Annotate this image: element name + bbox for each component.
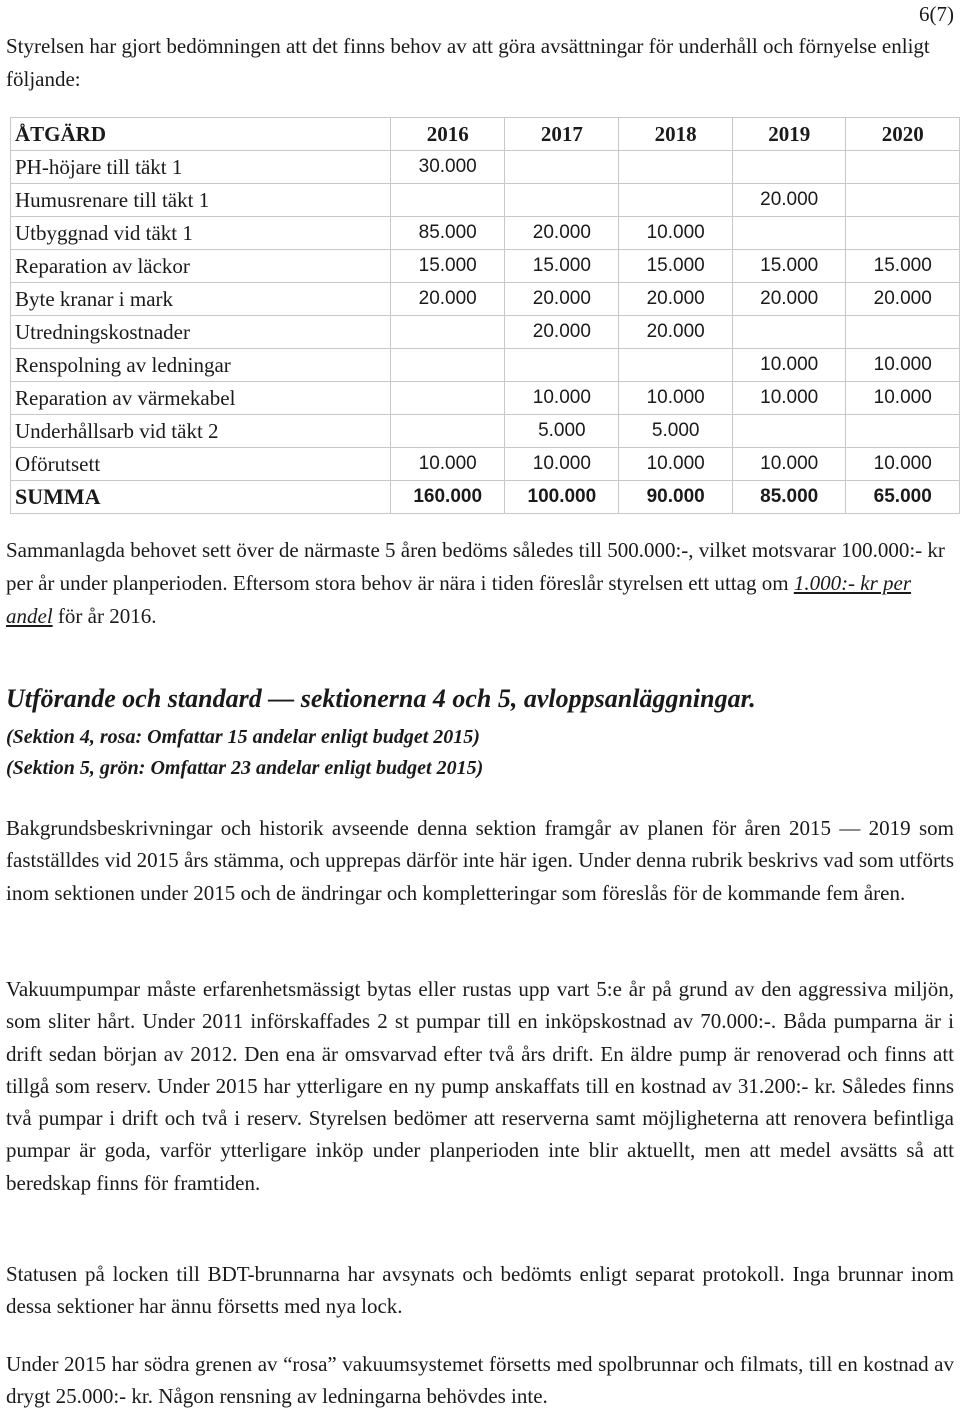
amount-cell [391, 184, 505, 217]
action-cell: Humusrenare till täkt 1 [11, 184, 391, 217]
section-4-note: (Sektion 4, rosa: Omfattar 15 andelar enligt budget 2015) [6, 726, 480, 748]
amount-cell: 20.000 [391, 283, 505, 316]
sum-label: SUMMA [11, 481, 391, 514]
maintenance-plan-table [10, 117, 960, 514]
table-row [11, 151, 960, 184]
amount-cell: 20.000 [619, 283, 733, 316]
amount-cell: 15.000 [391, 250, 505, 283]
action-cell: PH-höjare till täkt 1 [11, 151, 391, 184]
amount-cell [732, 316, 846, 349]
section-5-note: (Sektion 5, grön: Omfattar 23 andelar enligt budget 2015) [6, 757, 484, 779]
amount-cell [505, 184, 619, 217]
amount-cell: 20.000 [846, 283, 960, 316]
header-year: 2017 [505, 118, 619, 151]
amount-cell: 10.000 [619, 448, 733, 481]
amount-cell [391, 349, 505, 382]
summary-end: för år 2016. [52, 604, 157, 628]
amount-cell [846, 151, 960, 184]
amount-cell [391, 316, 505, 349]
action-cell: Underhållsarb vid täkt 2 [11, 415, 391, 448]
amount-cell: 20.000 [505, 217, 619, 250]
amount-cell [505, 151, 619, 184]
action-cell: Utbyggnad vid täkt 1 [11, 217, 391, 250]
amount-cell: 65.000 [846, 481, 960, 514]
amount-cell: 10.000 [732, 349, 846, 382]
amount-cell: 160.000 [391, 481, 505, 514]
amount-cell: 90.000 [619, 481, 733, 514]
table-row [11, 349, 960, 382]
amount-cell [505, 349, 619, 382]
amount-cell: 20.000 [505, 283, 619, 316]
amount-cell: 15.000 [619, 250, 733, 283]
header-year: 2020 [846, 118, 960, 151]
amount-cell: 10.000 [619, 217, 733, 250]
table-row [11, 415, 960, 448]
header-action: ÅTGÄRD [11, 118, 391, 151]
amount-cell: 10.000 [391, 448, 505, 481]
table-row [11, 316, 960, 349]
amount-cell: 20.000 [505, 316, 619, 349]
table-row [11, 448, 960, 481]
amount-cell: 30.000 [391, 151, 505, 184]
summary-text [6, 534, 951, 633]
amount-cell: 10.000 [505, 382, 619, 415]
paragraph-background: Bakgrundsbeskrivningar och historik avseende denna sektion framgår av planen för åren 2015 — 2019 som fastställdes vid 2015 års stämma, och upprepas därför inte här igen. Under denna rubrik beskrivs vad som utförts inom sektionen under 2015 och de ändringar och kompletteringar som föreslås för de kommande fem åren. [6, 816, 954, 905]
paragraph-vacuum-pumps: Vakuumpumpar måste erfarenhetsmässigt bytas eller rustas upp vart 5:e år på grund av den aggressiva miljön, som sliter hårt. Under 2011 införskaffades 2 st pumpar till en inköpskostnad av 70.000:-. Båda pumparna är i drift sedan början av 2012. Den ena är omsvarvad efter två års drift. En äldre pump är renoverad och finns att tillgå som reserv. Under 2015 har ytterligare en ny pump anskaffats till en kostnad av 31.200:- kr. Således finns två pumpar i drift och två i reserv. Styrelsen bedömer att reserverna samt möjligheterna att renovera befintliga pumpar är goda, varför ytterligare inköp under planperioden inte blir aktuellt, men att medel avsätts så att beredskap finns för framtiden. [6, 977, 954, 1195]
amount-cell [846, 415, 960, 448]
amount-cell: 10.000 [732, 382, 846, 415]
amount-cell: 20.000 [732, 283, 846, 316]
amount-cell [732, 217, 846, 250]
amount-cell: 15.000 [505, 250, 619, 283]
amount-cell [846, 217, 960, 250]
amount-cell [619, 349, 733, 382]
table-header-row [11, 118, 960, 151]
amount-cell: 5.000 [619, 415, 733, 448]
action-cell: Reparation av värmekabel [11, 382, 391, 415]
paragraph-flushing-wells: Under 2015 har södra grenen av “rosa” vakuumsystemet försetts med spolbrunnar och filmats, till en kostnad av drygt 25.000:- kr. Någon rensning av ledningarna behövdes inte. [6, 1352, 954, 1409]
amount-cell: 20.000 [732, 184, 846, 217]
amount-cell [391, 415, 505, 448]
table-row [11, 283, 960, 316]
action-cell: Byte kranar i mark [11, 283, 391, 316]
amount-cell [732, 415, 846, 448]
amount-cell [619, 151, 733, 184]
amount-cell: 5.000 [505, 415, 619, 448]
table-row [11, 217, 960, 250]
amount-cell: 15.000 [732, 250, 846, 283]
amount-cell: 10.000 [846, 382, 960, 415]
amount-cell: 10.000 [619, 382, 733, 415]
summary-main: Sammanlagda behovet sett över de närmaste 5 åren bedöms således till 500.000:-, vilket motsvarar 100.000:- kr per år under planperioden. Eftersom stora behov är nära i tiden föreslår styrelsen ett uttag om [6, 538, 945, 595]
amount-cell [846, 184, 960, 217]
amount-cell: 85.000 [391, 217, 505, 250]
amount-cell: 10.000 [846, 349, 960, 382]
amount-cell [619, 184, 733, 217]
action-cell: Utredningskostnader [11, 316, 391, 349]
amount-cell: 100.000 [505, 481, 619, 514]
header-year: 2016 [391, 118, 505, 151]
table-row [11, 250, 960, 283]
action-cell: Oförutsett [11, 448, 391, 481]
amount-cell [846, 316, 960, 349]
table-row [11, 382, 960, 415]
per-share-amount: 1.000:- kr per andel [6, 571, 912, 628]
intro-text: Styrelsen har gjort bedömningen att det finns behov av att göra avsättningar för underhåll och förnyelse enligt följande: [6, 34, 930, 91]
page-number: 6(7) [919, 2, 954, 26]
amount-cell [391, 382, 505, 415]
header-year: 2018 [619, 118, 733, 151]
amount-cell [732, 151, 846, 184]
action-cell: Reparation av läckor [11, 250, 391, 283]
sum-row [11, 481, 960, 514]
amount-cell: 10.000 [846, 448, 960, 481]
paragraph-bdt-lids: Statusen på locken till BDT-brunnarna har avsynats och bedömts enligt separat protokoll. Inga brunnar inom dessa sektioner har ännu försetts med nya lock. [6, 1262, 954, 1319]
header-year: 2019 [732, 118, 846, 151]
amount-cell: 15.000 [846, 250, 960, 283]
action-cell: Renspolning av ledningar [11, 349, 391, 382]
amount-cell: 85.000 [732, 481, 846, 514]
table-row [11, 184, 960, 217]
section-heading: Utförande och standard — sektionerna 4 och 5, avloppsanläggningar. [6, 684, 756, 713]
amount-cell: 20.000 [619, 316, 733, 349]
amount-cell: 10.000 [505, 448, 619, 481]
amount-cell: 10.000 [732, 448, 846, 481]
